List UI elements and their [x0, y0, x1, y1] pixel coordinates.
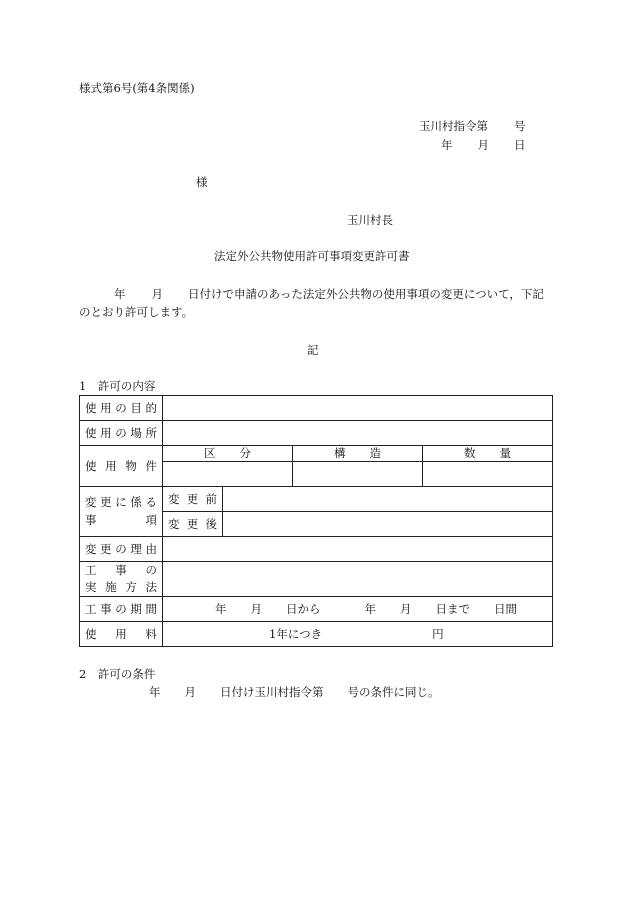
label-purpose: 使 用 の 目 的 [80, 396, 163, 421]
column-kozo: 構 造 [293, 446, 423, 462]
value-fee[interactable]: 1年につき 円 [163, 622, 553, 647]
label-method: 工 事 の 実 施 方 法 [80, 562, 163, 597]
value-after[interactable] [223, 512, 553, 537]
row-period [80, 597, 553, 622]
row-reason [80, 537, 553, 562]
form-identifier: 様式第6号(第4条関係) [79, 81, 195, 95]
label-change-items: 変 更 に 係 る 事 項 [80, 487, 163, 537]
body-month: 月 [151, 287, 163, 301]
label-period: 工 事 の 期 間 [80, 597, 163, 622]
body-year: 年 [114, 287, 126, 301]
label-object: 使 用 物 件 [80, 446, 163, 487]
document-title: 法定外公共物使用許可事項変更許可書 [214, 249, 410, 263]
value-suryo[interactable] [423, 462, 553, 487]
label-before: 変 更 前 [163, 487, 223, 512]
value-reason[interactable] [163, 537, 553, 562]
row-place [80, 421, 553, 446]
label-fee: 使 用 料 [80, 622, 163, 647]
issuer: 玉川村長 [347, 213, 393, 227]
value-method[interactable] [163, 562, 553, 597]
row-purpose [80, 396, 553, 421]
date-year: 年 [441, 138, 453, 152]
column-suryo: 数 量 [423, 446, 553, 462]
date-month: 月 [477, 138, 489, 152]
date-day: 日 [514, 138, 526, 152]
issue-date [441, 138, 526, 152]
label-reason: 変 更 の 理 由 [80, 537, 163, 562]
body-line-1 [114, 287, 544, 301]
row-fee [80, 622, 553, 647]
section-1-heading: 1 許可の内容 [79, 379, 156, 393]
value-period[interactable]: 年 月 日から 年 月 日まで 日間 [163, 597, 553, 622]
permit-content-table [79, 395, 553, 647]
value-kubun[interactable] [163, 462, 293, 487]
value-place[interactable] [163, 421, 553, 446]
column-kubun: 区 分 [163, 446, 293, 462]
section-2-heading: 2 許可の条件 [79, 667, 156, 681]
value-purpose[interactable] [163, 396, 553, 421]
document-number [419, 119, 526, 133]
value-kozo[interactable] [293, 462, 423, 487]
document-number-suffix: 号 [514, 119, 526, 133]
ki-marker: 記 [307, 343, 319, 357]
row-method [80, 562, 553, 597]
body-text-1: 日付けで申請のあった法定外公共物の使用事項の変更について，下記 [188, 287, 544, 301]
addressee-suffix: 様 [196, 175, 208, 189]
row-object-header [80, 446, 553, 462]
label-after: 変 更 後 [163, 512, 223, 537]
row-change-before [80, 487, 553, 512]
value-before[interactable] [223, 487, 553, 512]
document-number-prefix: 玉川村指令第 [419, 119, 488, 133]
body-line-2: のとおり許可します。 [79, 305, 194, 319]
label-place: 使 用 の 場 所 [80, 421, 163, 446]
condition-line: 年 月 日付け玉川村指令第 号の条件に同じ。 [149, 685, 440, 699]
